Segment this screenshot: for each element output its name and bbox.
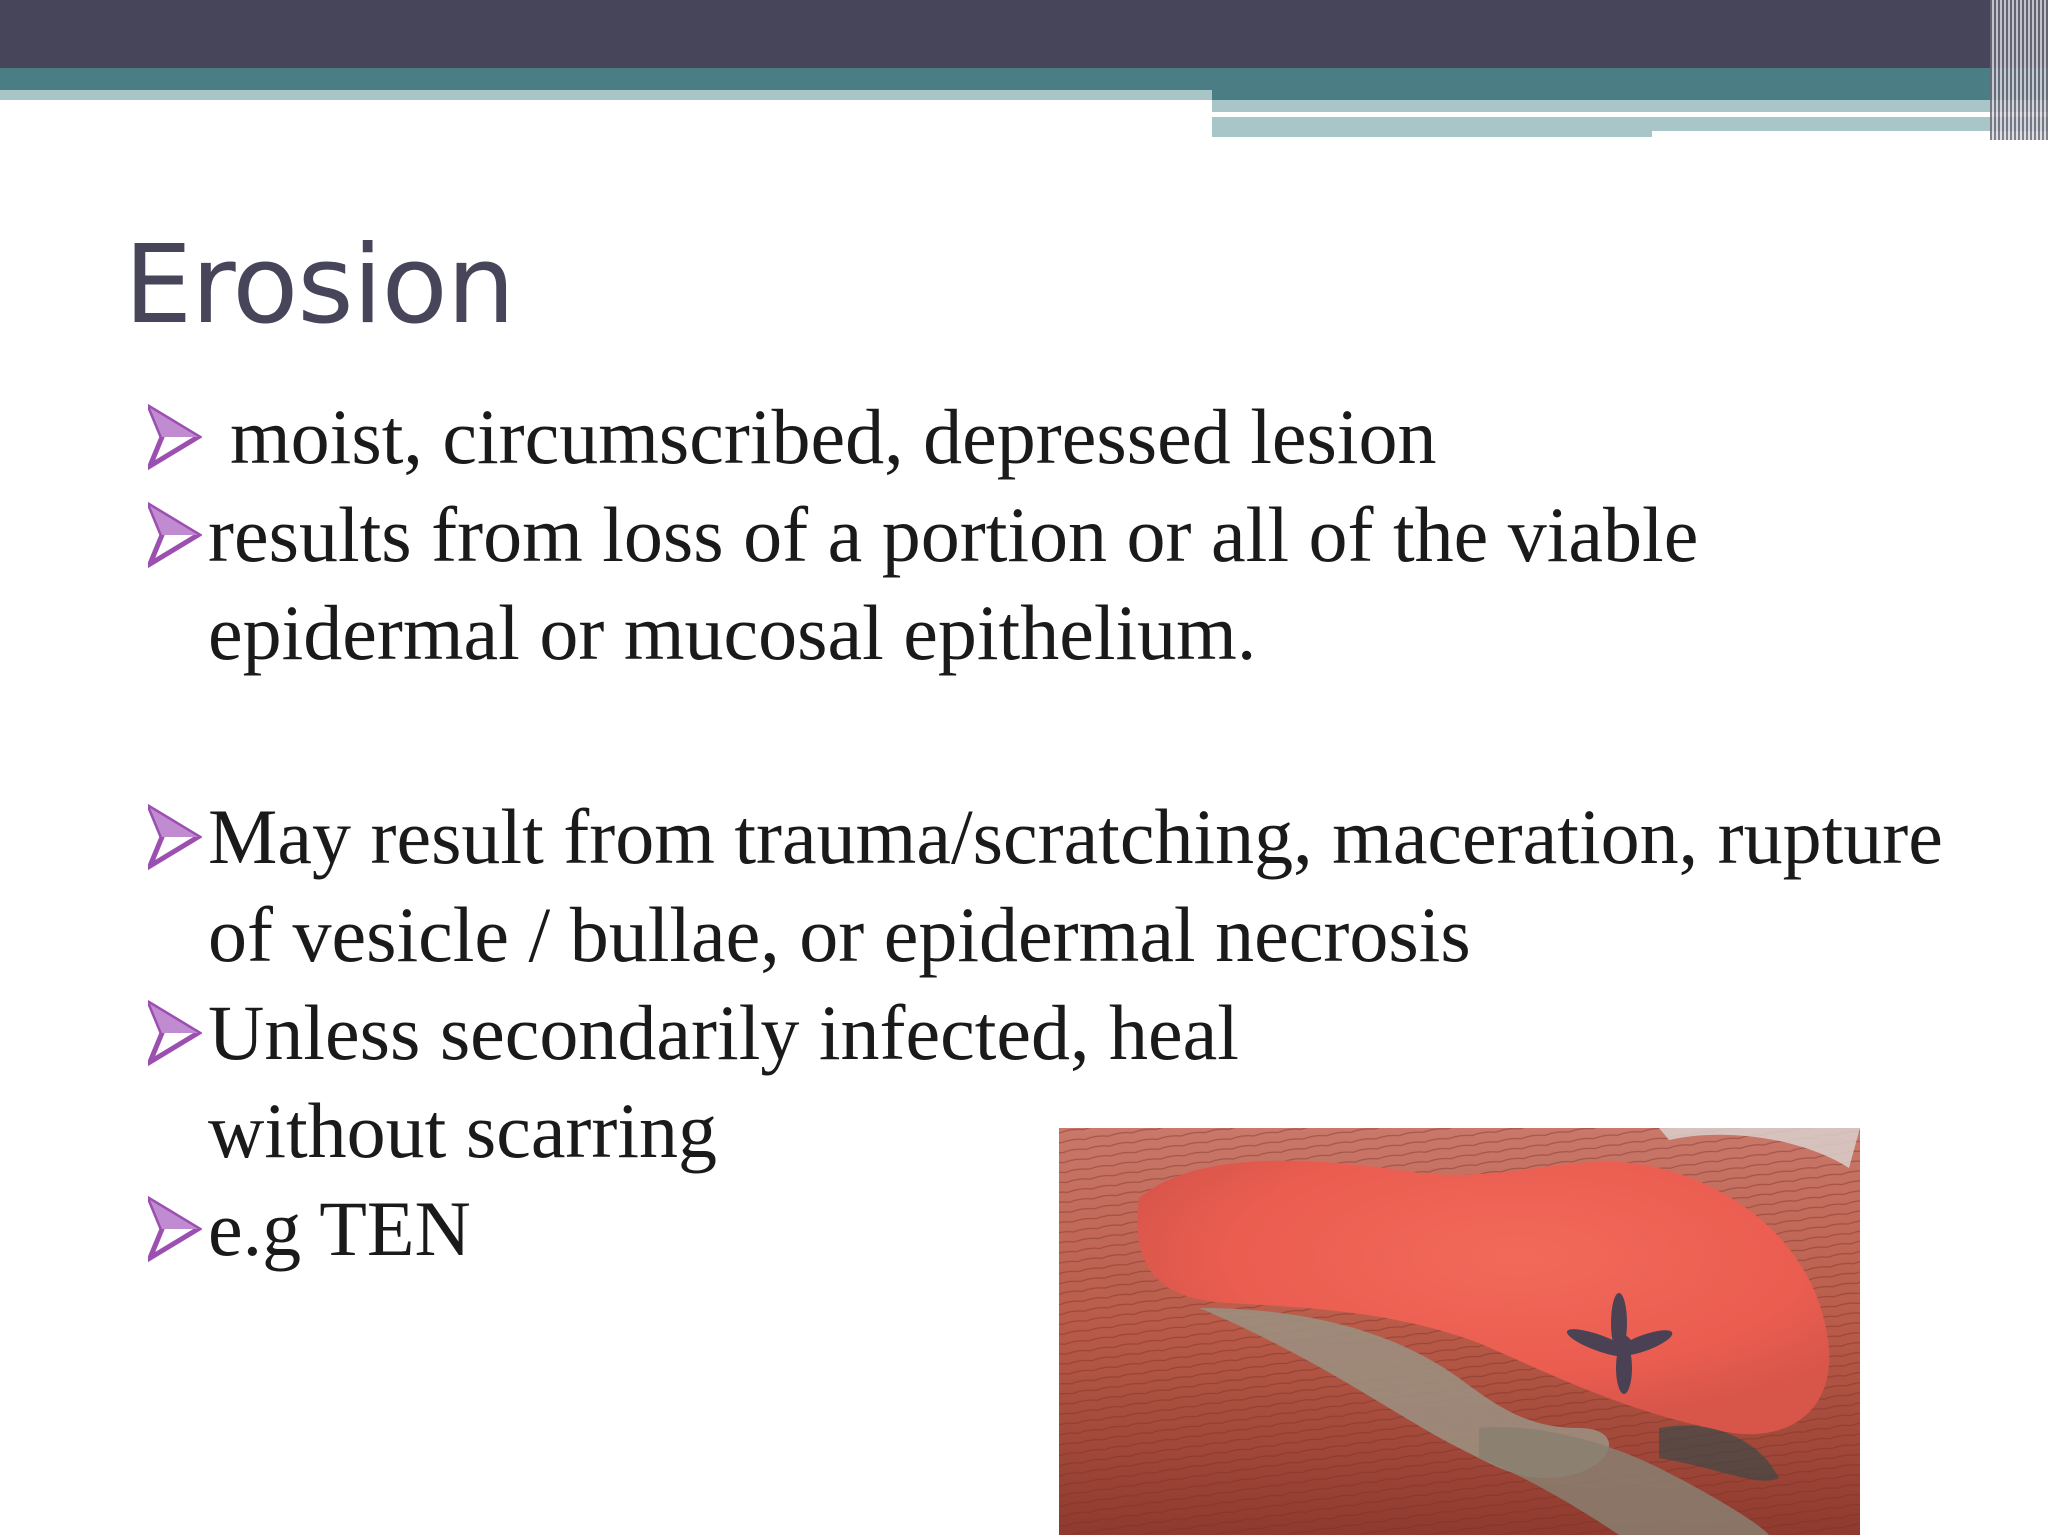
header-bottom-band [1212, 117, 1652, 137]
bullet-text: moist, circumscribed, depressed lesion [230, 393, 1437, 480]
header-bottom-band-right [1652, 117, 2048, 131]
bullet-text: results from loss of a portion or all of the viable epidermal or mucosal epithelium. [208, 491, 1699, 676]
slide-title: Erosion [124, 223, 515, 348]
bullet-spacer [148, 682, 1948, 788]
bullet-text: Unless secondarily infected, heal without scarring [208, 989, 1239, 1174]
arrowhead-icon [148, 1194, 202, 1264]
header-band-dark [0, 0, 2048, 68]
lesion-photo [1059, 1128, 1860, 1535]
arrowhead-icon [148, 802, 202, 872]
bullet-item [148, 388, 1948, 486]
header-band-teal [0, 68, 2048, 90]
header-band-teal-extension [1212, 90, 2048, 100]
edge-stripes [1990, 0, 2048, 140]
header-band-light [0, 90, 1212, 100]
arrowhead-icon [148, 402, 202, 472]
bullet-item [148, 486, 1948, 682]
bullet-text: e.g TEN [208, 1185, 471, 1272]
bullet-text: May result from trauma/scratching, maceration, rupture of vesicle / bullae, or epidermal necrosis [208, 793, 1943, 978]
bullet-item [148, 788, 1948, 984]
arrowhead-icon [148, 500, 202, 570]
header-strip [1212, 100, 2048, 112]
arrowhead-icon [148, 998, 202, 1068]
lesion-photo-image [1059, 1128, 1860, 1535]
